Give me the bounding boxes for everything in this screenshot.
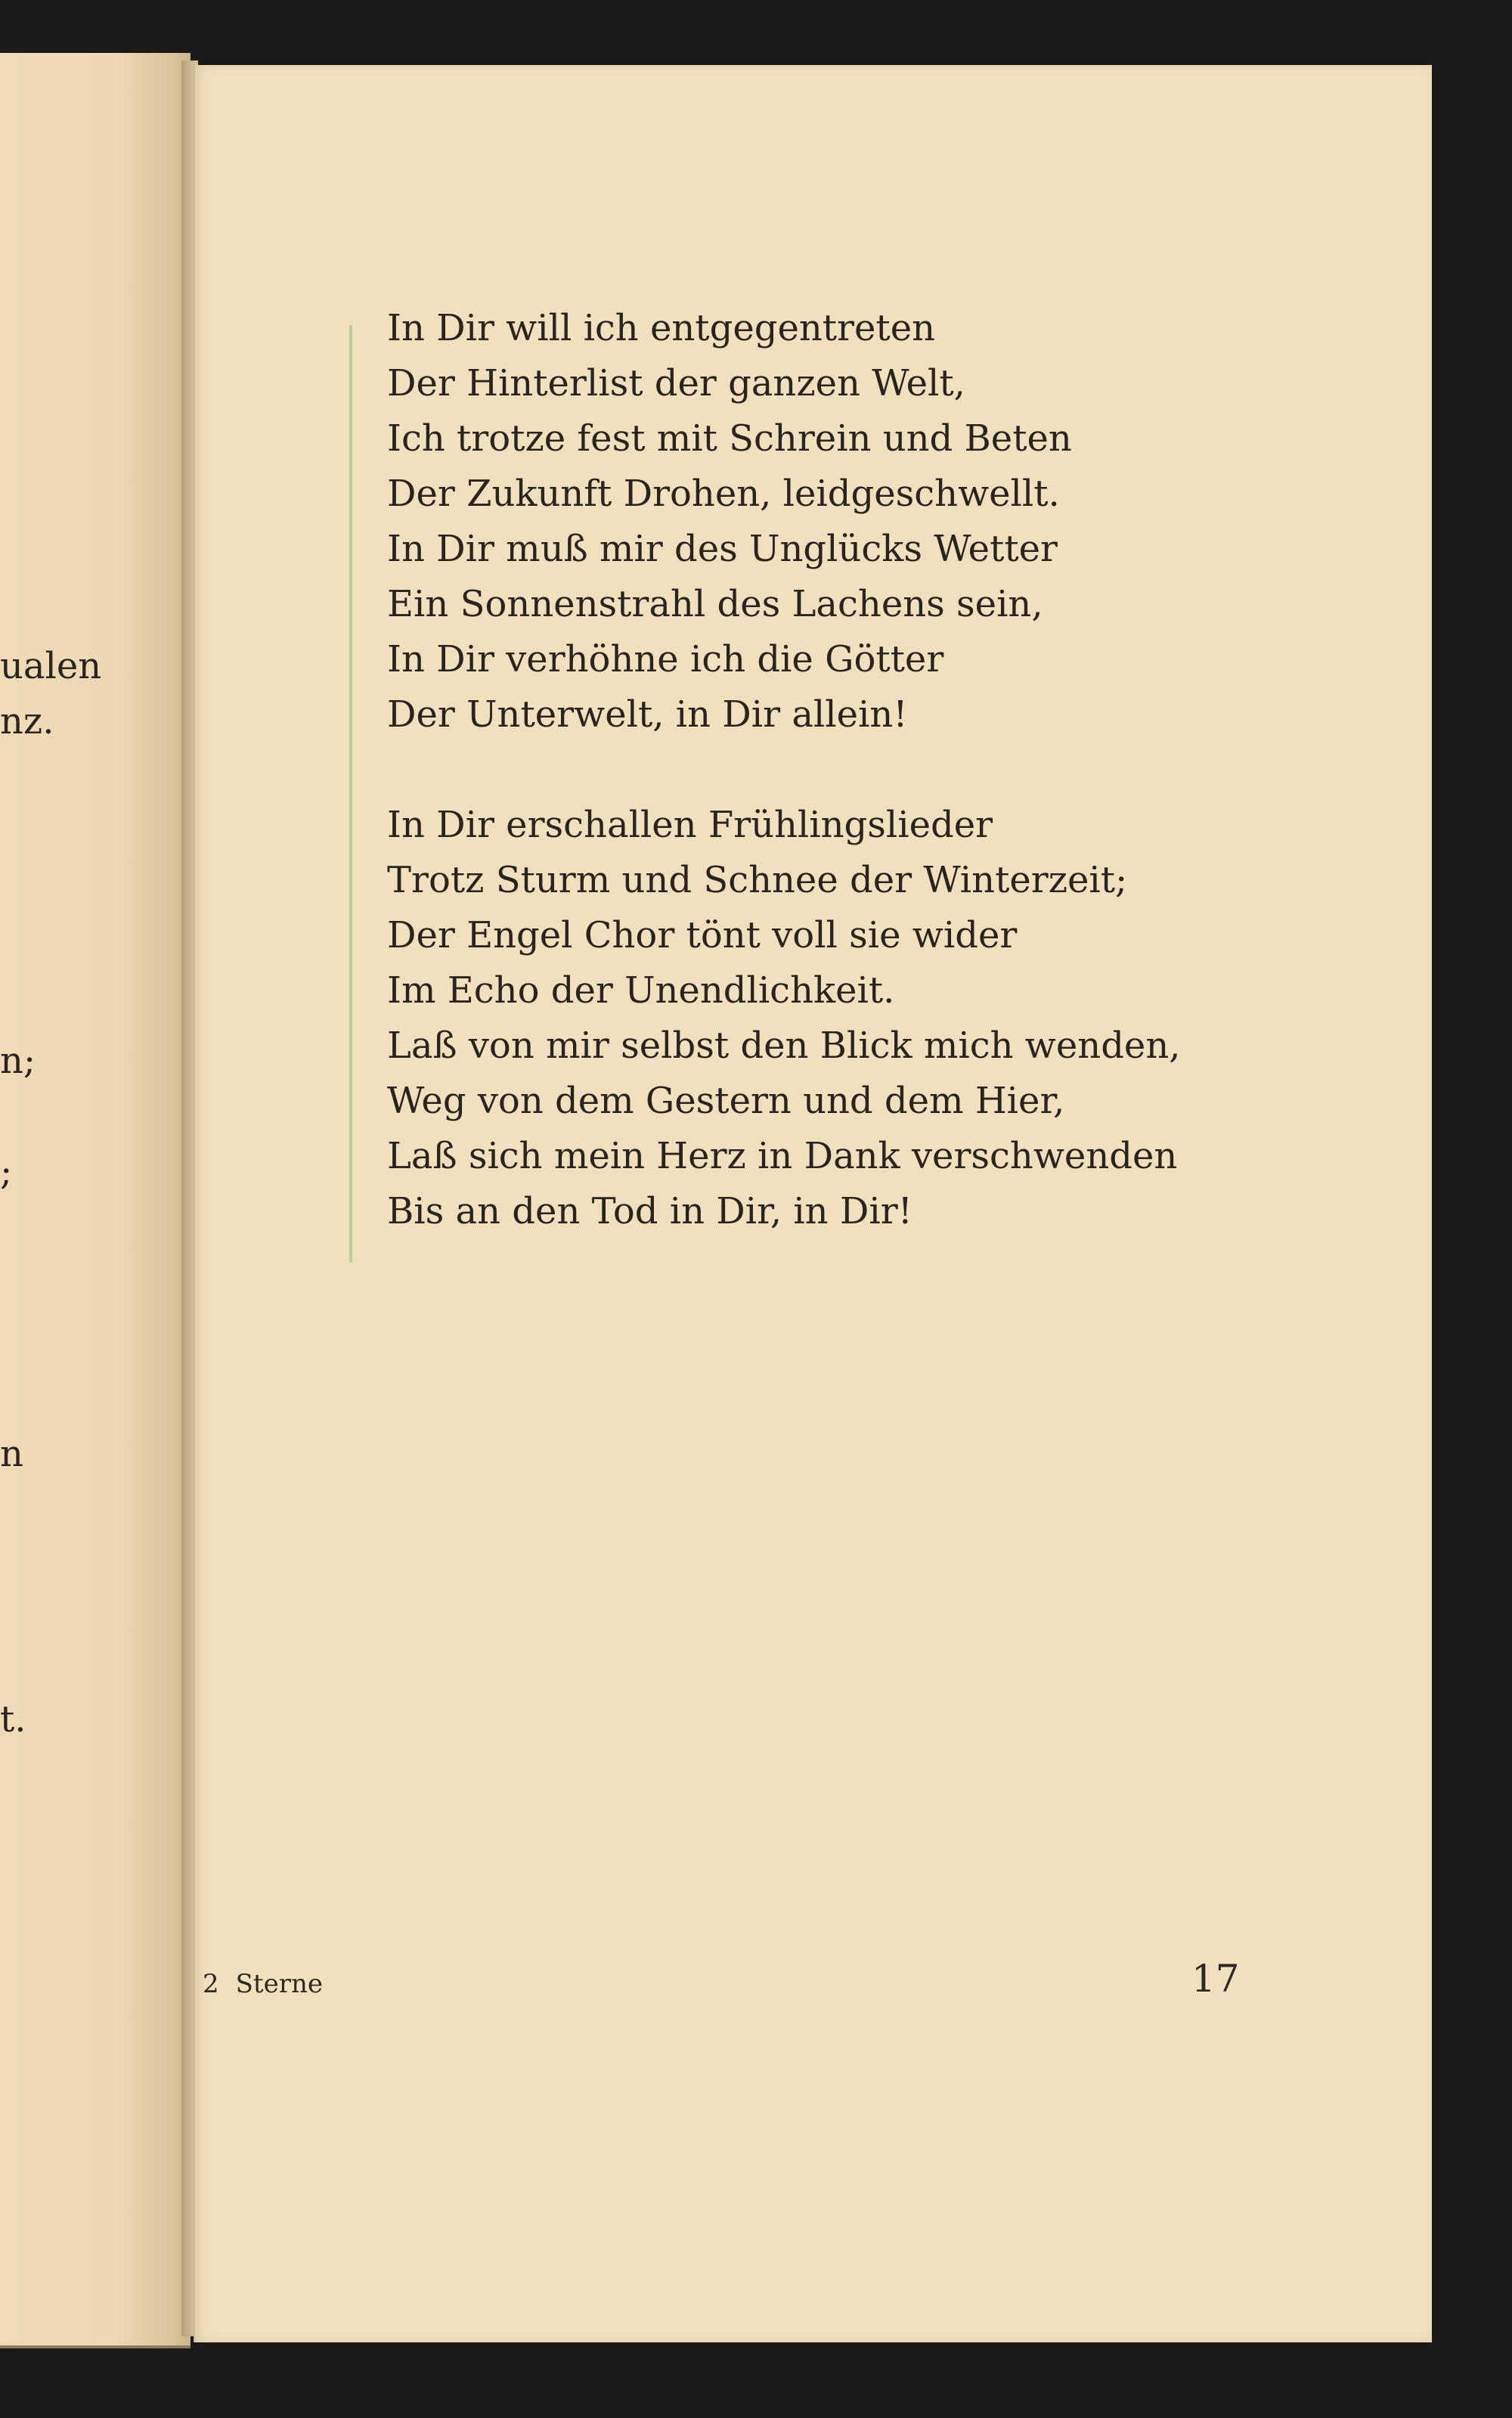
stanza <box>387 301 1181 742</box>
stanza <box>387 798 1181 1239</box>
poem-line: Ich trotze fest mit Schrein und Beten <box>387 417 1072 460</box>
margin-pencil-mark <box>349 325 352 1263</box>
poem-line: In Dir erschallen Frühlingslieder <box>387 804 993 846</box>
poem-line: In Dir verhöhne ich die Götter <box>387 638 944 680</box>
left-page-fragment: n; <box>0 1040 36 1082</box>
left-page-fragment: n <box>0 1433 23 1475</box>
left-page-fragment: t. <box>0 1698 26 1741</box>
poem-line: Weg von dem Gestern und dem Hier, <box>387 1080 1065 1122</box>
page-number: 17 <box>1191 1957 1240 2001</box>
left-page-fragment: ualen <box>0 645 102 687</box>
signature-title: Sterne <box>235 1969 323 1999</box>
left-page-fragment: nz. <box>0 700 54 742</box>
poem-line: Laß sich mein Herz in Dank verschwenden <box>387 1135 1178 1177</box>
poem-line: Der Hinterlist der ganzen Welt, <box>387 362 965 405</box>
signature-mark <box>203 1969 323 1999</box>
poem-line: Der Engel Chor tönt voll sie wider <box>387 914 1018 956</box>
poem-line: Ein Sonnenstrahl des Lachens sein, <box>387 583 1043 625</box>
poem-line: In Dir muß mir des Unglücks Wetter <box>387 528 1058 570</box>
poem <box>387 301 1181 1239</box>
poem-line: In Dir will ich entgegentreten <box>387 307 936 349</box>
poem-line: Der Zukunft Drohen, leidgeschwellt. <box>387 473 1060 515</box>
poem-line: Bis an den Tod in Dir, in Dir! <box>387 1190 912 1232</box>
poem-line: Der Unterwelt, in Dir allein! <box>387 693 908 736</box>
poem-line: Im Echo der Unendlichkeit. <box>387 969 895 1012</box>
left-page-fragment: ; <box>0 1151 13 1193</box>
left-page <box>0 53 191 2348</box>
poem-line: Trotz Sturm und Schnee der Winterzeit; <box>387 859 1128 901</box>
signature-number: 2 <box>203 1969 219 1999</box>
poem-line: Laß von mir selbst den Blick mich wenden, <box>387 1025 1181 1067</box>
